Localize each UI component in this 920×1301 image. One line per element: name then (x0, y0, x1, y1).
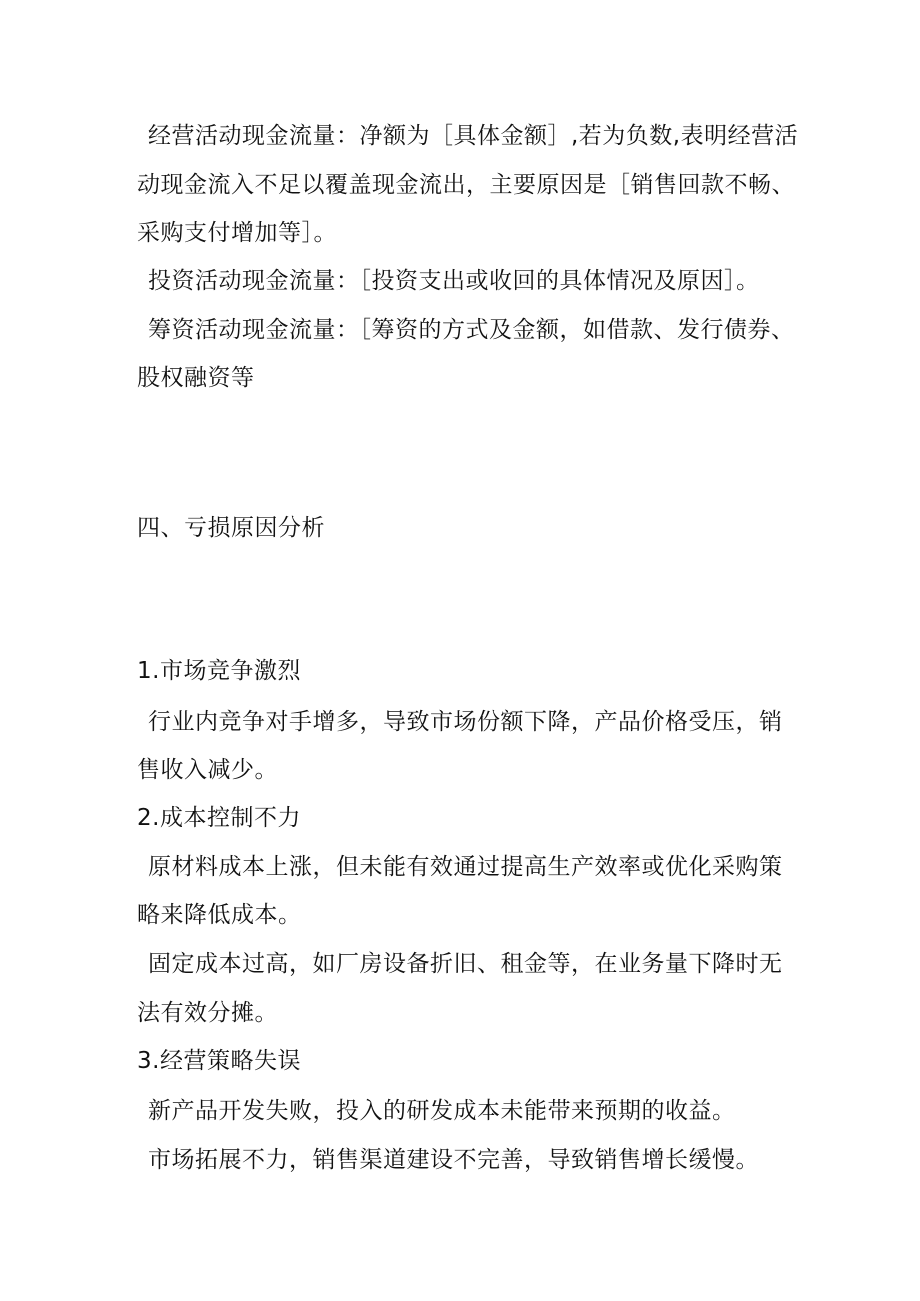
item-1-para-1-line-1: 行业内竞争对手增多，导致市场份额下降，产品价格受压，销 (148, 709, 783, 735)
item-1-para-1-line-2: 售收入减少。 (137, 757, 278, 783)
operating-cash-flow-line-1: 经营活动现金流量：净额为［具体金额］,若为负数,表明经营活 (148, 123, 799, 149)
item-3-title: 3.经营策略失误 (137, 1048, 301, 1074)
item-3-para-1: 新产品开发失败，投入的研发成本未能带来预期的收益。 (148, 1098, 736, 1124)
section-heading: 四、亏损原因分析 (137, 515, 325, 541)
item-2-title: 2.成本控制不力 (137, 805, 301, 831)
financing-cash-flow-line-1: 筹资活动现金流量：［筹资的方式及金额，如借款、发行债券、 (148, 317, 795, 343)
operating-cash-flow-line-2: 动现金流入不足以覆盖现金流出，主要原因是［销售回款不畅、 (137, 172, 795, 198)
financing-cash-flow-line-2: 股权融资等 (137, 365, 255, 391)
operating-cash-flow-line-3: 采购支付增加等］。 (137, 220, 337, 246)
item-2-para-1-line-1: 原材料成本上涨，但未能有效通过提高生产效率或优化采购策 (148, 854, 783, 880)
item-3-para-2: 市场拓展不力，销售渠道建设不完善，导致销售增长缓慢。 (148, 1147, 759, 1173)
item-2-para-1-line-2: 略来降低成本。 (137, 902, 302, 928)
item-1-title: 1.市场竞争激烈 (137, 658, 301, 684)
item-2-para-2-line-1: 固定成本过高，如厂房设备折旧、租金等，在业务量下降时无 (148, 951, 783, 977)
item-2-para-2-line-2: 法有效分摊。 (137, 1000, 278, 1026)
investing-cash-flow-line: 投资活动现金流量：［投资支出或收回的具体情况及原因］。 (148, 268, 760, 294)
